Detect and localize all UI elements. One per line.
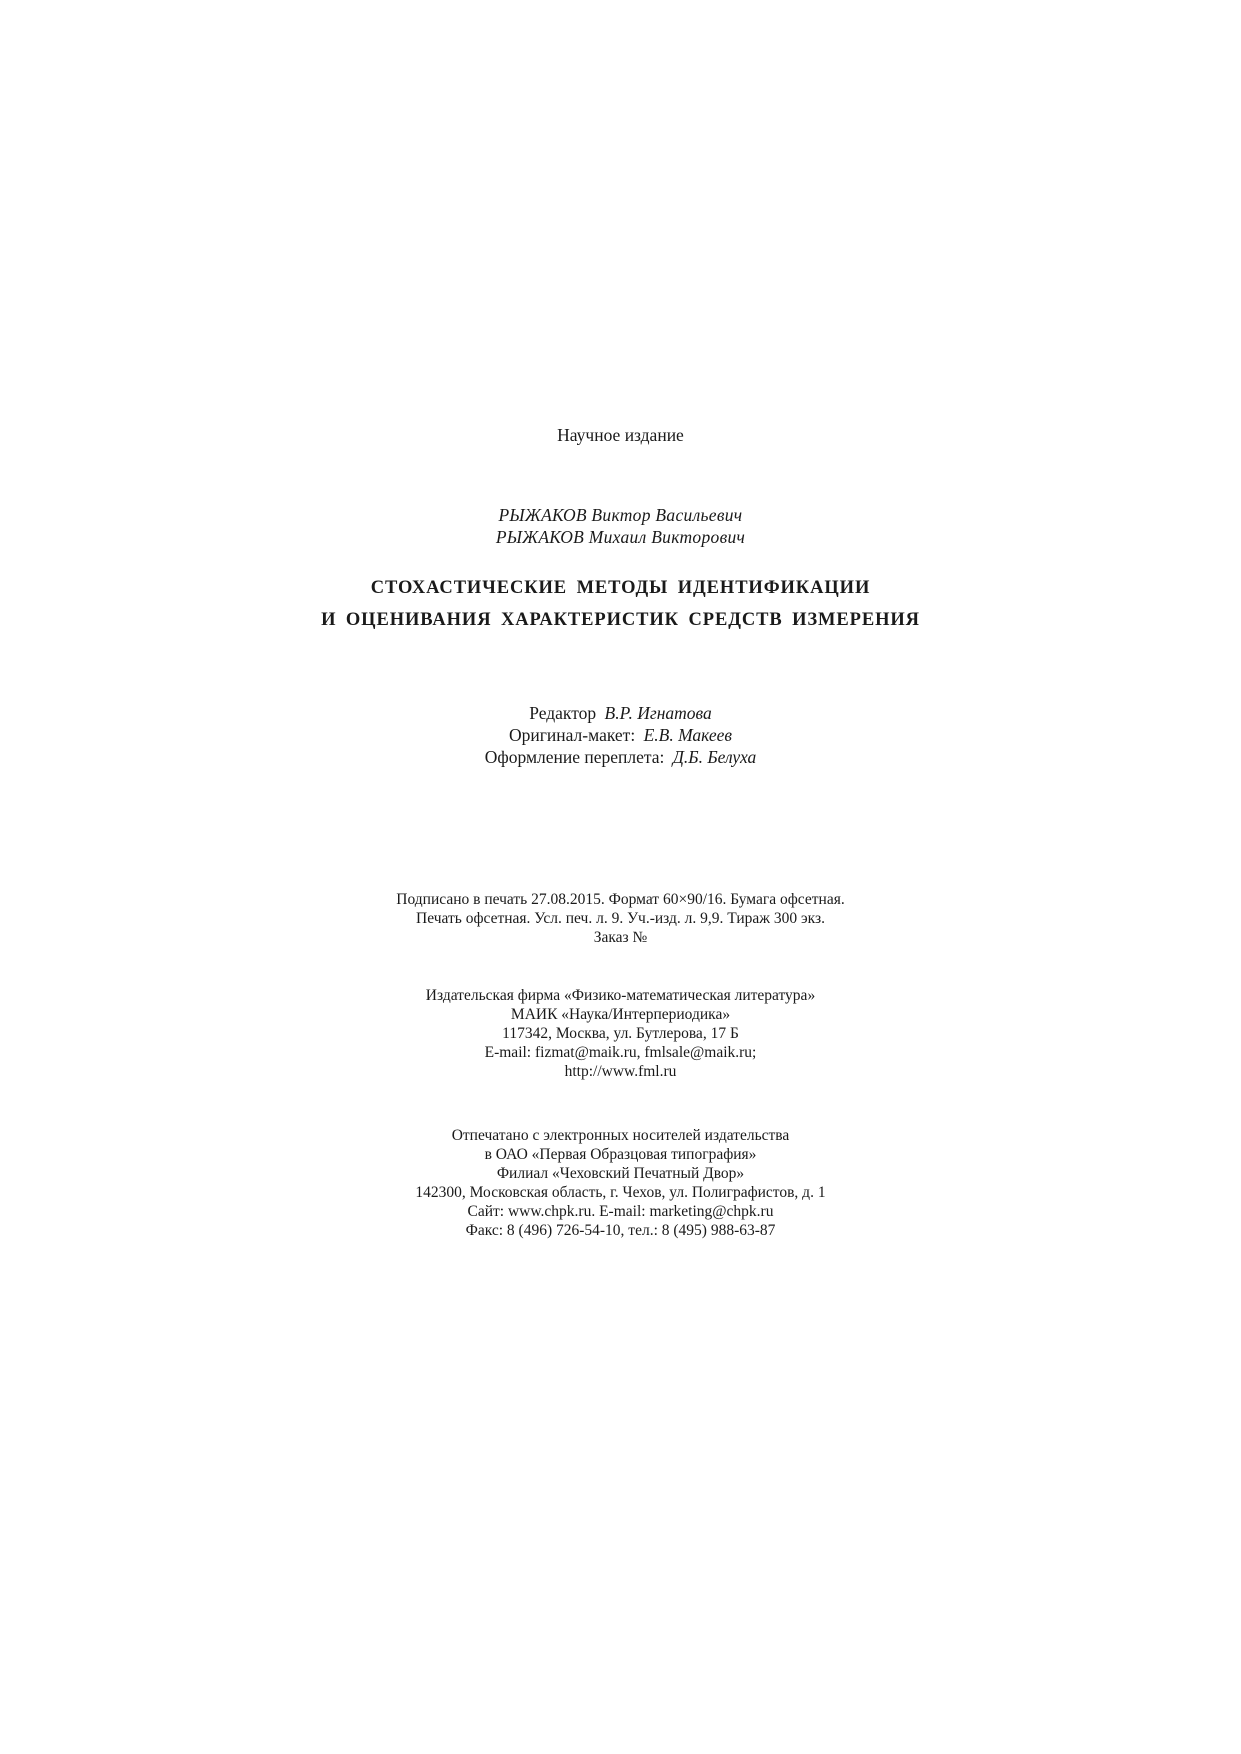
credit-role: Редактор bbox=[529, 703, 597, 723]
print-details bbox=[0, 890, 1241, 947]
print-details-line: Подписано в печать 27.08.2015. Формат 60×90/16. Бумага офсетная. bbox=[396, 891, 845, 908]
book-title-line: СТОХАСТИЧЕСКИЕ МЕТОДЫ ИДЕНТИФИКАЦИИ bbox=[370, 578, 871, 598]
printer-address: 142300, Московская область, г. Чехов, ул. Полиграфистов, д. 1 bbox=[415, 1184, 826, 1201]
credit-person: Е.В. Макеев bbox=[643, 725, 733, 745]
printer-phones: Факс: 8 (496) 726-54-10, тел.: 8 (495) 988-63-87 bbox=[465, 1222, 776, 1239]
credits-block bbox=[0, 702, 1241, 768]
publisher-email: E-mail: fizmat@maik.ru, fmlsale@maik.ru; bbox=[484, 1044, 757, 1061]
author-given-names: Михаил Викторович bbox=[588, 527, 746, 547]
print-details-line: Печать офсетная. Усл. печ. л. 9. Уч.-изд. л. 9,9. Тираж 300 экз. bbox=[416, 910, 825, 927]
book-title bbox=[0, 572, 1241, 636]
credit-role: Оригинал-макет: bbox=[508, 725, 636, 745]
printer-line: в ОАО «Первая Образцовая типография» bbox=[484, 1146, 757, 1163]
credit-line-cover bbox=[0, 746, 1241, 768]
printer-line: Отпечатано с электронных носителей издательства bbox=[451, 1127, 790, 1144]
publisher-line: МАИК «Наука/Интерпериодика» bbox=[510, 1006, 731, 1023]
printer-block bbox=[0, 1126, 1241, 1240]
order-number: Заказ № bbox=[593, 929, 648, 946]
book-title-line: И ОЦЕНИВАНИЯ ХАРАКТЕРИСТИК СРЕДСТВ ИЗМЕРЕНИЯ bbox=[321, 610, 920, 630]
printer-line: Филиал «Чеховский Печатный Двор» bbox=[496, 1165, 745, 1182]
credit-person: Д.Б. Белуха bbox=[672, 747, 757, 767]
publisher-address: 117342, Москва, ул. Бутлерова, 17 Б bbox=[502, 1025, 739, 1042]
credit-role: Оформление переплета: bbox=[484, 747, 665, 767]
credit-person: В.Р. Игнатова bbox=[604, 703, 712, 723]
series-text: Научное издание bbox=[557, 425, 684, 445]
publisher-website: http://www.fml.ru bbox=[564, 1063, 677, 1080]
author-line bbox=[0, 504, 1241, 526]
credit-line-editor bbox=[0, 702, 1241, 724]
author-given-names: Виктор Васильевич bbox=[591, 505, 743, 525]
series-label bbox=[0, 424, 1241, 446]
credit-line-layout bbox=[0, 724, 1241, 746]
author-surname: РЫЖАКОВ bbox=[495, 527, 585, 547]
author-surname: РЫЖАКОВ bbox=[498, 505, 587, 525]
authors-block bbox=[0, 504, 1241, 548]
publisher-line: Издательская фирма «Физико-математическая литература» bbox=[425, 987, 816, 1004]
printer-contacts: Сайт: www.chpk.ru. E-mail: marketing@chpk.ru bbox=[467, 1203, 774, 1220]
author-line bbox=[0, 526, 1241, 548]
publisher-block bbox=[0, 986, 1241, 1081]
